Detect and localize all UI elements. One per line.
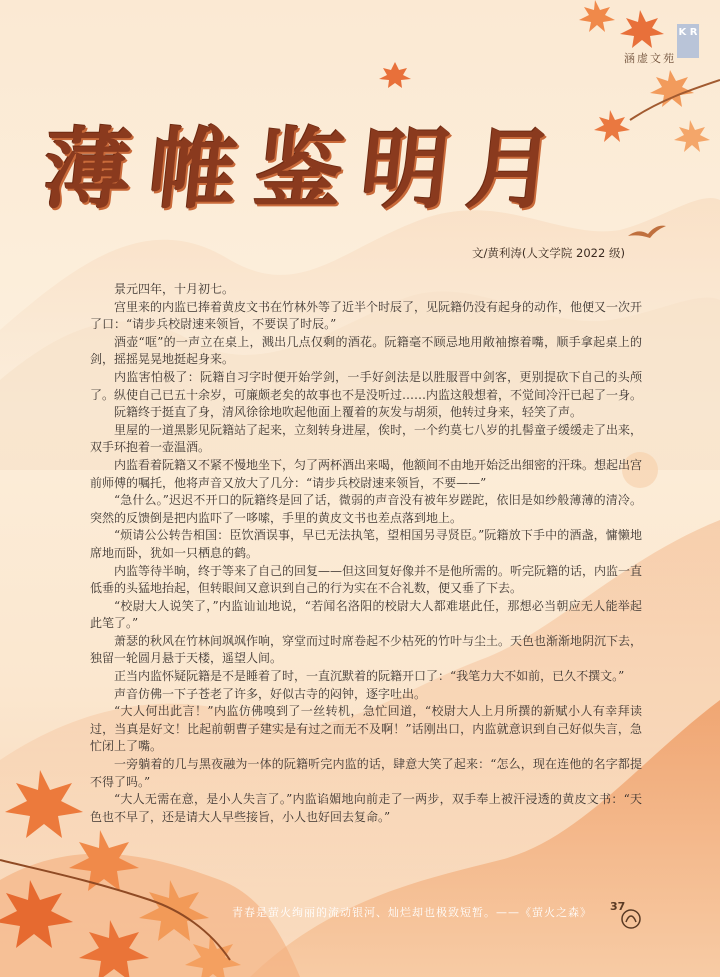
paragraph: “急什么。”迟迟不开口的阮籍终是回了话，微弱的声音没有被年岁蹉跎，依旧是如纱般薄薄的清冷。突然的反馈倒是把内监吓了一哆嗦，手里的黄皮文书也差点落到地上。 (90, 493, 642, 525)
paragraph: 正当内监怀疑阮籍是不是睡着了时，一直沉默着的阮籍开口了：“我笔力大不如前，已久不撰文。” (114, 669, 625, 684)
maple-leaf-icon (620, 10, 664, 48)
maple-leaf-icon (379, 62, 411, 88)
paragraph: 酒壶“哐”的一声立在桌上，溅出几点仅剩的酒花。阮籍毫不顾忌地用敞袖擦着嘴，顺手拿起桌上的剑，摇摇晃晃地挺起身来。 (90, 334, 642, 367)
maple-leaf-icon (579, 0, 615, 32)
article-byline: 文/黄利涛(人文学院 2022 级) (472, 246, 625, 260)
footer-quote: 青春是萤火绚丽的流动银河、灿烂却也极致短暂。——《萤火之森》 (232, 906, 592, 919)
paragraph: 萧瑟的秋风在竹林间飒飒作响，穿堂而过时席卷起不少枯死的竹叶与尘土。天色也渐渐地阴沉下去，独留一轮圆月悬于天楼，遥望人间。 (90, 633, 643, 666)
maple-leaf-icon (674, 120, 710, 152)
paragraph: 景元四年，十月初七。 (114, 282, 235, 296)
column-name: 涵虚文苑 (624, 52, 676, 65)
paragraph: 内监看着阮籍又不紧不慢地坐下，匀了两杯酒出来喝，他额间不由地开始泛出细密的汗珠。想起出宫前师傅的嘱托，他将声音又放大了几分：“请步兵校尉速来领旨，不要——” (90, 457, 643, 490)
article-body (90, 281, 642, 826)
paragraph: “校尉大人说笑了，”内监讪讪地说，“若闻名洛阳的校尉大人都难堪此任，那想必当朝应无人能举起此笔了。” (90, 598, 642, 631)
paragraph: 一旁躺着的几与黑夜融为一体的阮籍听完内监的话，肆意大笑了起来：“怎么，现在连他的名字都提不得了吗。” (90, 757, 642, 789)
magazine-badge: K R (677, 24, 699, 58)
article-title: 薄帷鉴明月 (37, 117, 579, 221)
paragraph: “大人无需在意，是小人失言了。”内监谄媚地向前走了一两步，双手奉上被汗浸透的黄皮文书：“天色也不早了，还是请大人早些接旨，小人也好回去复命。” (90, 792, 642, 824)
magazine-logo-icon (620, 908, 642, 930)
paragraph: 阮籍终于挺直了身，清风徐徐地吹起他面上覆着的灰发与胡须，他转过身来，轻笑了声。 (114, 405, 583, 420)
page-number: 37 (610, 900, 626, 913)
paragraph: “烦请公公转告相国：臣饮酒误事，早已无法执笔，望相国另寻贤臣。”阮籍放下手中的酒盏，慵懒地席地而卧，犹如一只栖息的鹤。 (90, 528, 642, 560)
paragraph: 内监等待半晌，终于等来了自己的回复——但这回复好像并不是他所需的。听完阮籍的话，内监一直低垂的头猛地抬起，但转眼间又意识到自己的行为实在不合礼数，便又垂了下去。 (90, 563, 643, 596)
paragraph: “大人何出此言！”内监仿佛嗅到了一丝转机，急忙回道，“校尉大人上月所撰的新赋小人有幸拜读过，当真是好文！比起前朝曹子建实是有过之而无不及啊！”话刚出口，内监就意识到自己好似失言，急忙闭上了嘴。 (90, 704, 642, 754)
paragraph: 内监害怕极了：阮籍自习字时便开始学剑，一手好剑法是以胜服晋中剑客，更别提砍下自己的头颅了。纵使自己已五十余岁，可廉颇老矣的故事也不是没听过……内监这般想着，不觉间冷汗已起了一身。 (90, 369, 643, 402)
paragraph: 里屋的一道黑影见阮籍站了起来，立刻转身进屋，俟时，一个约莫七八岁的扎髻童子缓缓走了出来，双手环抱着一壶温酒。 (90, 422, 643, 455)
paragraph: 声音仿佛一下子苍老了许多，好似古寺的闷钟，逐字吐出。 (114, 686, 427, 701)
maple-leaf-icon (650, 70, 694, 107)
paragraph: 宫里来的内监已捧着黄皮文书在竹林外等了近半个时辰了，见阮籍仍没有起身的动作，他便又一次开了口：“请步兵校尉速来领旨，不要误了时辰。” (90, 299, 643, 332)
